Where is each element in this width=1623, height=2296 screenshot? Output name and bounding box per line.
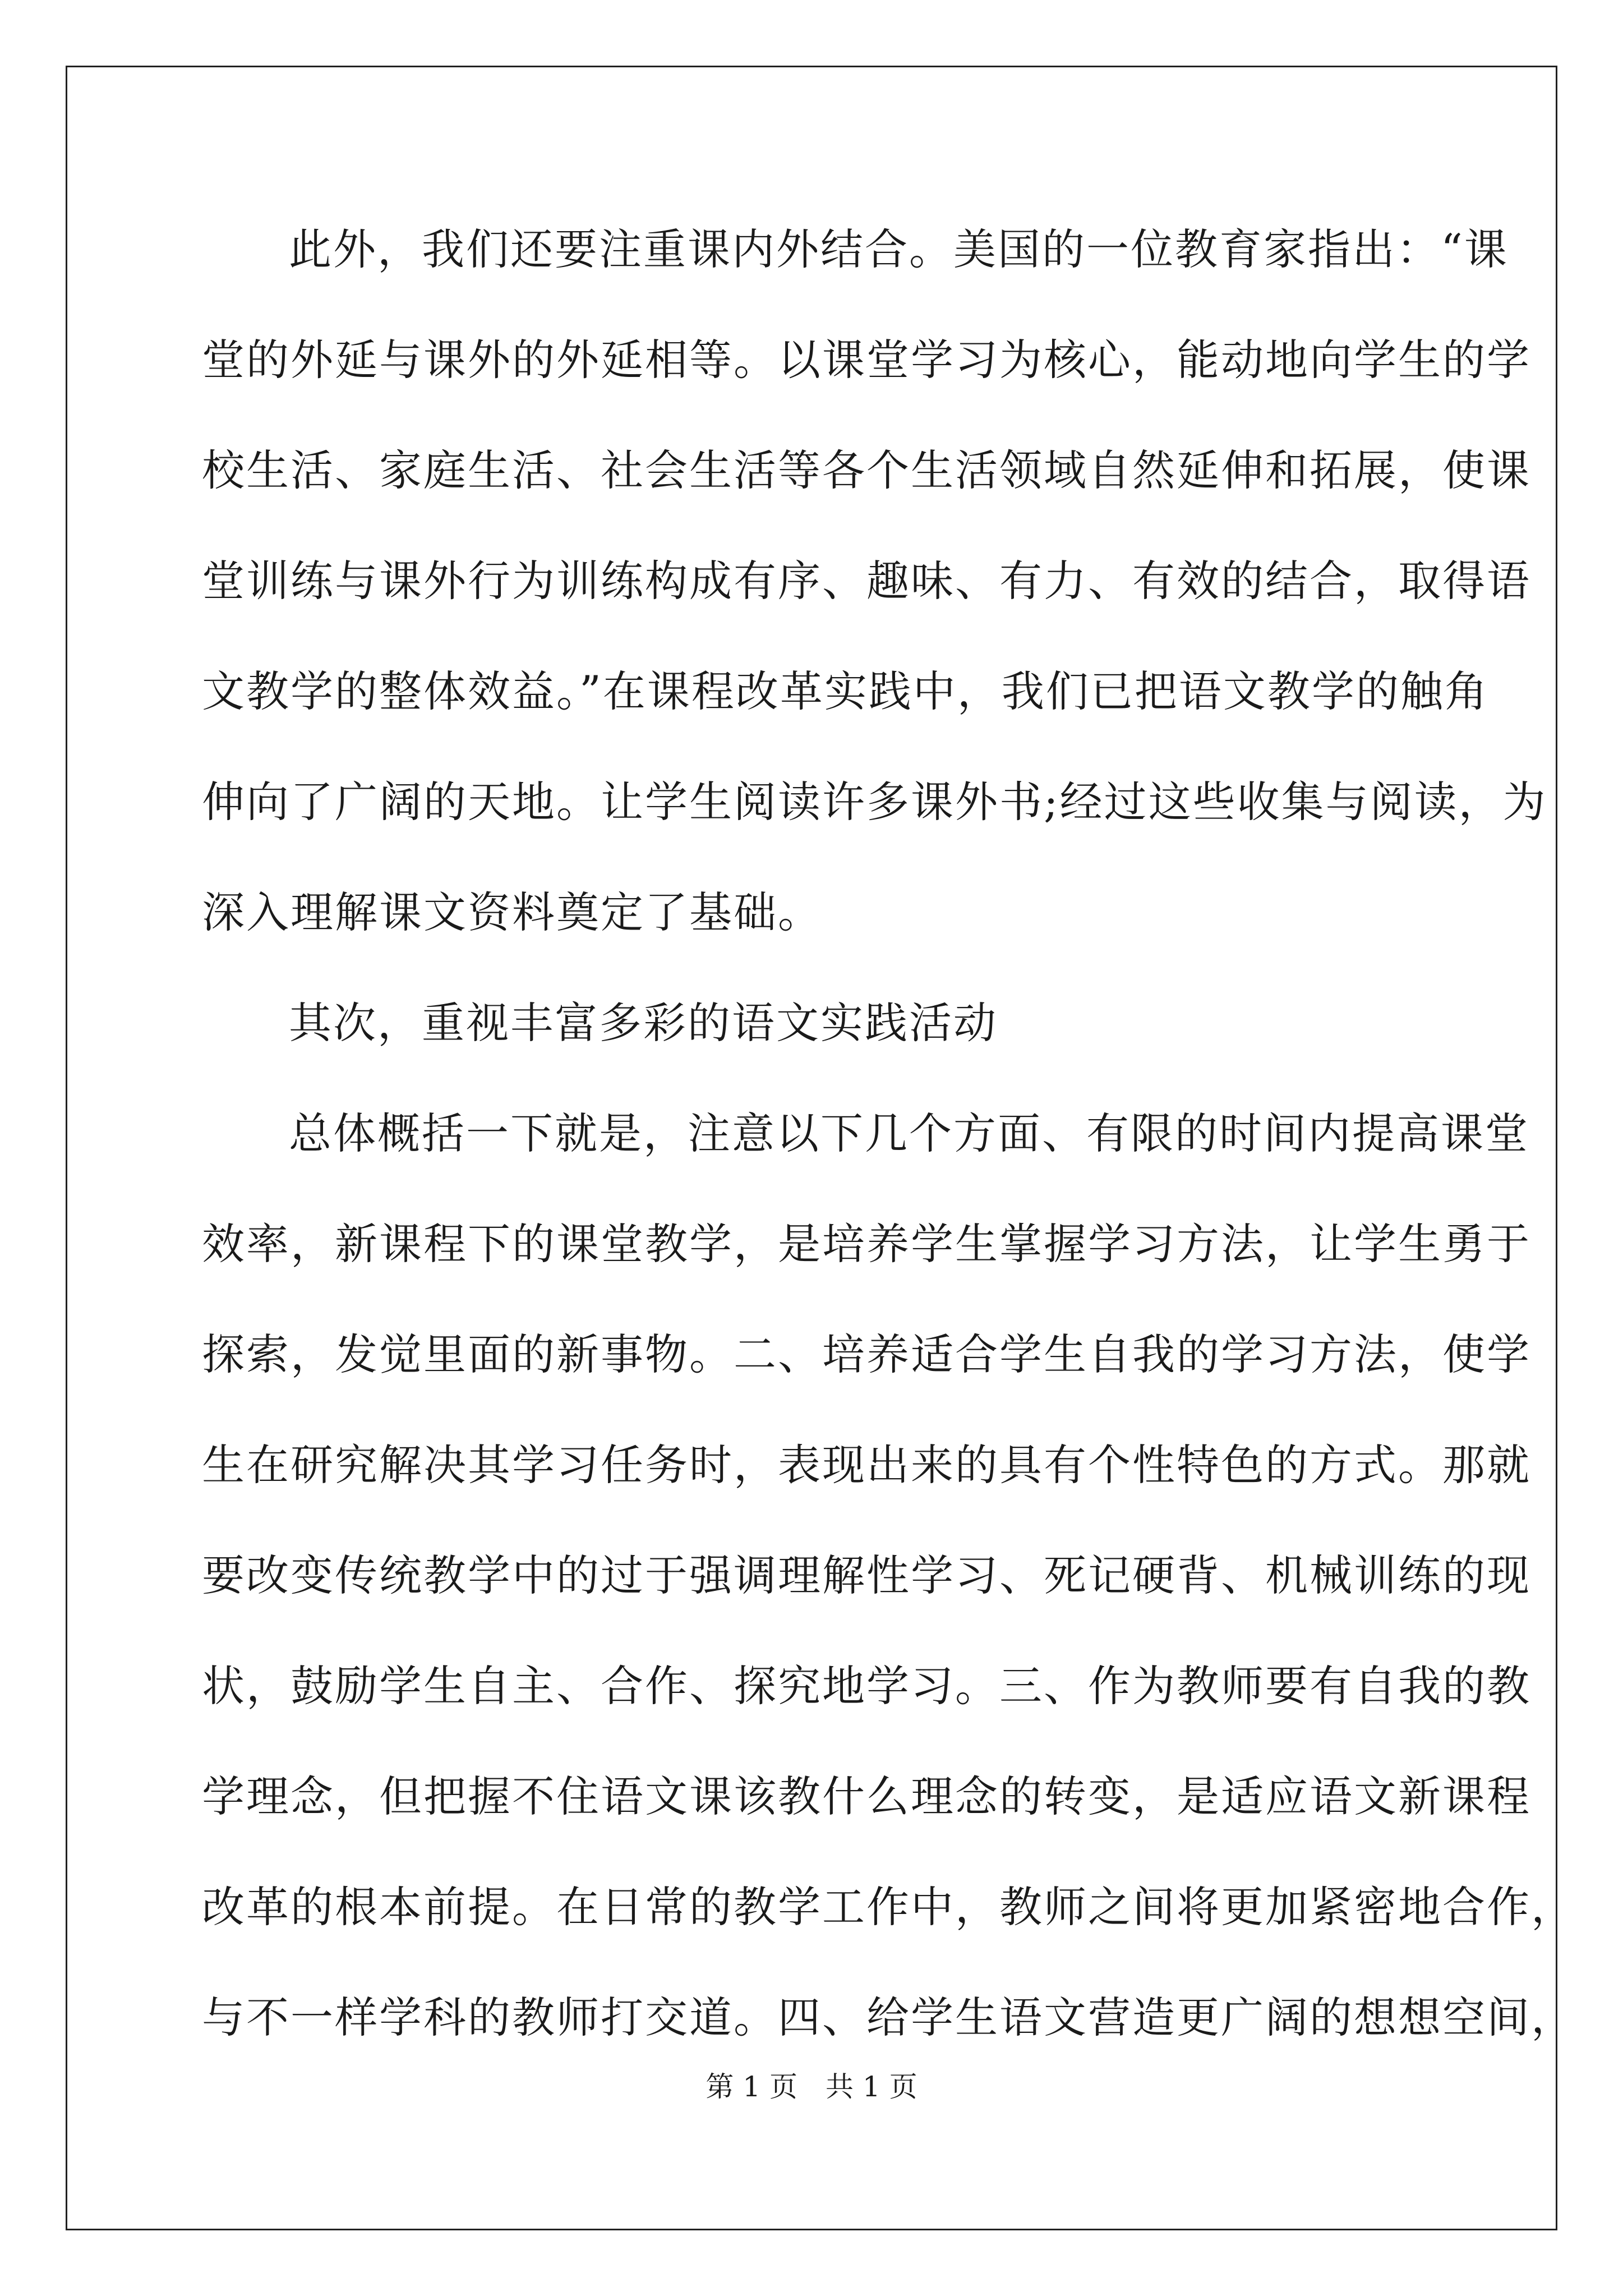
paragraph-3-line-1: 总体概括一下就是，注意以下几个方面、有限的时间内提高课堂 xyxy=(289,1108,1529,1158)
paragraph-3-line-8: 改革的根本前提。在日常的教学工作中，教师之间将更加紧密地合作， xyxy=(202,1882,1575,1932)
paragraph-1-line-6: 伸向了广阔的天地。让学生阅读许多课外书;经过这些收集与阅读，为 xyxy=(202,777,1547,827)
paragraph-1-line-4: 堂训练与课外行为训练构成有序、趣味、有力、有效的结合，取得语 xyxy=(202,556,1531,606)
paragraph-3-line-2: 效率，新课程下的课堂教学，是培养学生掌握学习方法，让学生勇于 xyxy=(202,1219,1531,1269)
paragraph-2-line-1: 其次，重视丰富多彩的语文实践活动 xyxy=(289,998,998,1048)
paragraph-3-line-3: 探索，发觉里面的新事物。二、培养适合学生自我的学习方法，使学 xyxy=(202,1329,1531,1379)
paragraph-3-line-4: 生在研究解决其学习任务时，表现出来的具有个性特色的方式。那就 xyxy=(202,1440,1531,1490)
paragraph-3-line-7: 学理念，但把握不住语文课该教什么理念的转变，是适应语文新课程 xyxy=(202,1772,1531,1821)
paragraph-1-line-1: 此外，我们还要注重课内外结合。美国的一位教育家指出：“课 xyxy=(289,224,1509,274)
paragraph-3-line-5: 要改变传统教学中的过于强调理解性学习、死记硬背、机械训练的现 xyxy=(202,1550,1531,1600)
document-body xyxy=(202,210,1575,2089)
paragraph-3-line-9: 与不一样学科的教师打交道。四、给学生语文营造更广阔的想想空间， xyxy=(202,1993,1575,2042)
page-footer: 第 1 页 共 1 页 xyxy=(706,2070,917,2103)
paragraph-1-line-7: 深入理解课文资料奠定了基础。 xyxy=(202,887,822,937)
paragraph-3-line-6: 状，鼓励学生自主、合作、探究地学习。三、作为教师要有自我的教 xyxy=(202,1661,1531,1711)
paragraph-1-line-3: 校生活、家庭生活、社会生活等各个生活领域自然延伸和拓展，使课 xyxy=(202,445,1531,495)
paragraph-1-line-2: 堂的外延与课外的外延相等。以课堂学习为核心，能动地向学生的学 xyxy=(202,335,1531,385)
paragraph-1-line-5: 文教学的整体效益。”在课程改革实践中，我们已把语文教学的触角 xyxy=(202,666,1489,716)
